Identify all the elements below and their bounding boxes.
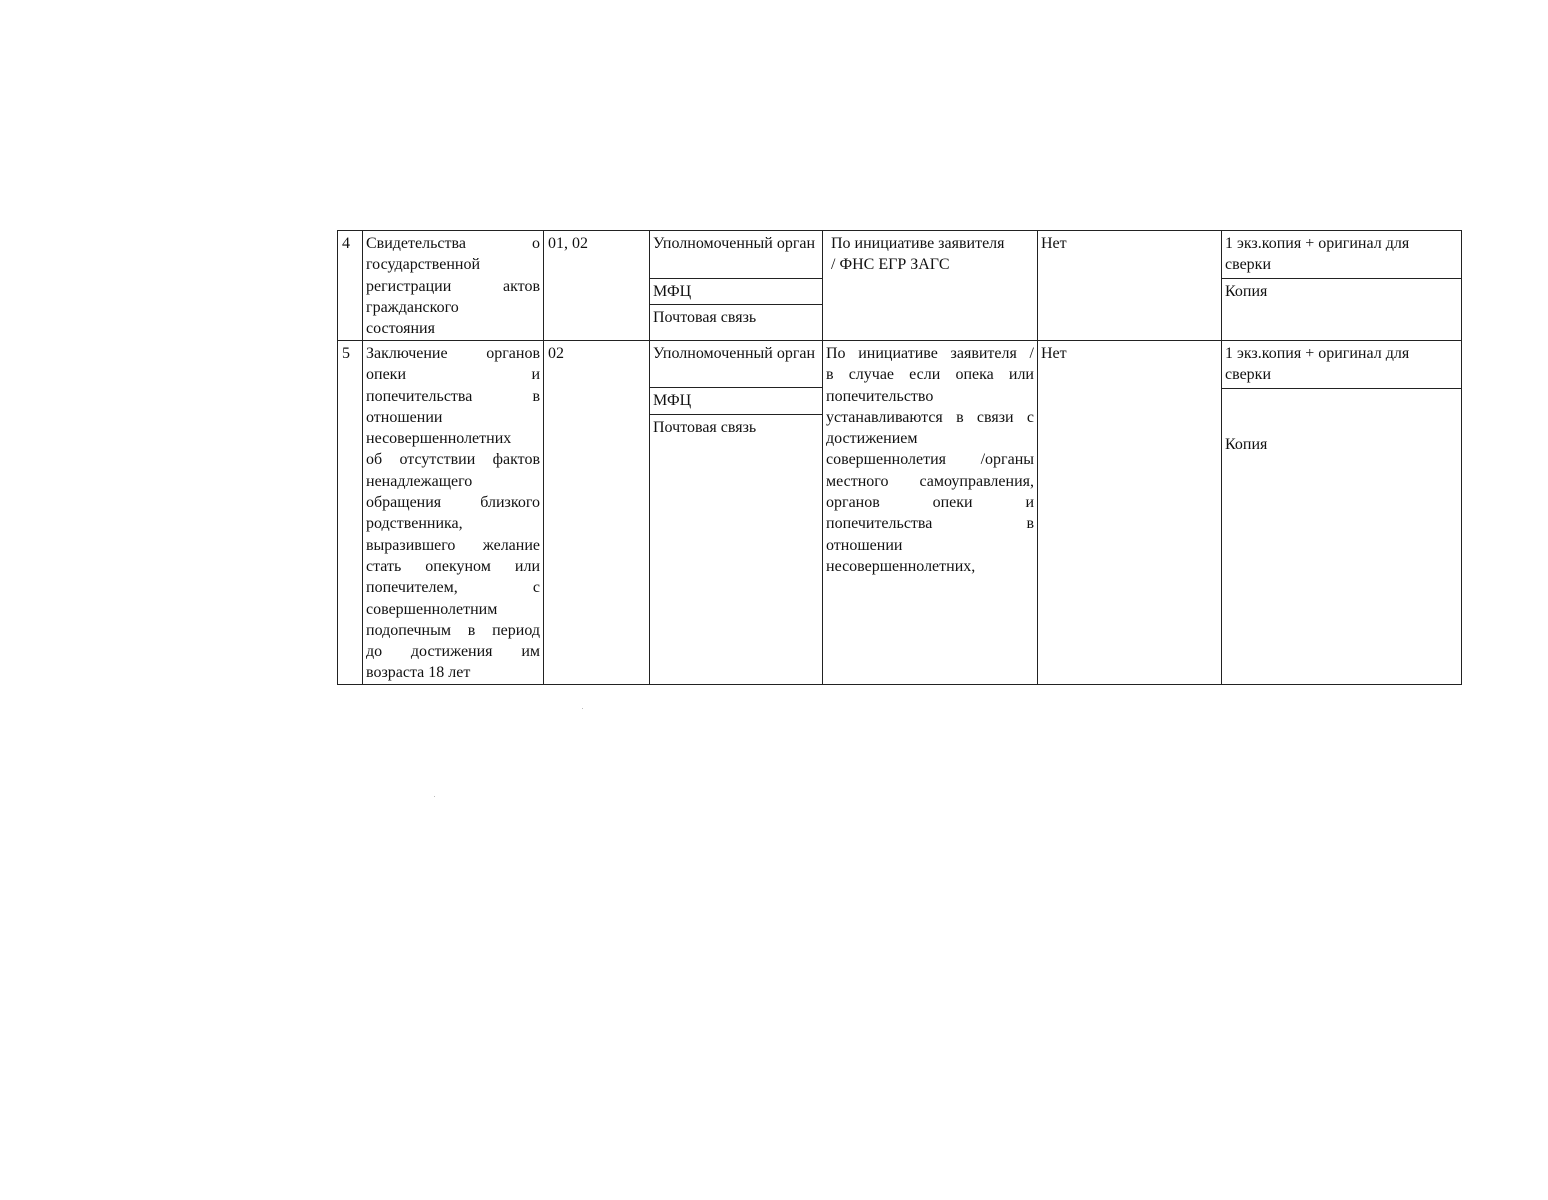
document-name-line: об отсутствии фактов bbox=[366, 451, 540, 469]
initiative-line: По инициативе заявителя / bbox=[826, 345, 1034, 362]
required-cell: Нет bbox=[1038, 341, 1222, 684]
initiative-line: попечительство bbox=[826, 387, 934, 405]
initiative-cell bbox=[823, 341, 1038, 684]
document-name-line: попечителем, с bbox=[366, 579, 540, 597]
place-post: Почтовая связь bbox=[650, 414, 822, 440]
document-name-line: ненадлежащего bbox=[366, 472, 473, 490]
document-name-line: регистрации актов bbox=[366, 277, 540, 295]
document-name-line: состояния bbox=[366, 320, 435, 338]
row-number: 4 bbox=[338, 231, 363, 340]
document-name-cell bbox=[363, 231, 544, 340]
document-name-line: стать опекуном или bbox=[366, 557, 540, 575]
document-name-line: подопечным в период bbox=[366, 621, 540, 639]
scan-speck bbox=[582, 708, 583, 709]
document-name-line: опеки и bbox=[366, 366, 540, 384]
submission-place-cell bbox=[650, 341, 823, 684]
document-name-line: возраста 18 лет bbox=[366, 664, 471, 682]
initiative-line: попечительства в bbox=[826, 515, 1034, 533]
initiative-line: достижением bbox=[826, 430, 918, 448]
initiative-line: несовершеннолетних, bbox=[826, 557, 976, 575]
place-post: Почтовая связь bbox=[650, 304, 822, 330]
document-name-cell bbox=[363, 341, 544, 684]
table-row bbox=[337, 230, 1462, 341]
row-number: 5 bbox=[338, 341, 363, 684]
place-authority: Уполномоченный орган bbox=[653, 345, 816, 362]
copies-cell bbox=[1222, 231, 1461, 340]
document-name-line: Заключение органов bbox=[366, 345, 540, 362]
copy-requirement: Копия bbox=[1222, 278, 1461, 304]
document-name-line: до достижения им bbox=[366, 643, 540, 661]
copies-cell bbox=[1222, 341, 1461, 684]
scan-speck bbox=[434, 796, 435, 797]
document-name-line: родственника, bbox=[366, 515, 463, 533]
initiative-line: в случае если опека или bbox=[826, 366, 1034, 384]
copy-requirement: 1 экз.копия + оригинал для сверки bbox=[1225, 345, 1410, 384]
initiative-line: / ФНС ЕГР ЗАГС bbox=[831, 256, 950, 274]
table-row bbox=[337, 340, 1462, 685]
initiative-line: устанавливаются в связи с bbox=[826, 408, 1034, 426]
document-name-line: несовершеннолетних bbox=[366, 430, 512, 448]
document-name-line: отношении bbox=[366, 408, 443, 426]
place-mfc: МФЦ bbox=[650, 387, 822, 414]
submission-place-cell bbox=[650, 231, 823, 340]
required-cell: Нет bbox=[1038, 231, 1222, 340]
document-name-line: совершеннолетним bbox=[366, 600, 498, 618]
document-name-line: попечительства в bbox=[366, 387, 540, 405]
document-name-line: выразившего желание bbox=[366, 536, 540, 554]
document-name-line: обращения близкого bbox=[366, 494, 540, 512]
initiative-line: местного самоуправления, bbox=[826, 472, 1034, 490]
initiative-line: совершеннолетия /органы bbox=[826, 451, 1034, 469]
codes-cell: 02 bbox=[544, 341, 650, 684]
copy-requirement: Копия bbox=[1222, 388, 1461, 457]
document-name-line: Свидетельства о bbox=[366, 235, 540, 252]
place-mfc: МФЦ bbox=[650, 278, 822, 304]
place-authority: Уполномоченный орган bbox=[653, 235, 816, 252]
codes-cell: 01, 02 bbox=[544, 231, 650, 340]
document-name-line: государственной bbox=[366, 256, 481, 274]
document-name-line: гражданского bbox=[366, 298, 459, 316]
initiative-line: органов опеки и bbox=[826, 494, 1034, 512]
copy-requirement: 1 экз.копия + оригинал для сверки bbox=[1225, 235, 1410, 274]
initiative-line: По инициативе заявителя bbox=[831, 235, 1005, 252]
initiative-cell bbox=[823, 231, 1038, 340]
initiative-line: отношении bbox=[826, 536, 903, 554]
